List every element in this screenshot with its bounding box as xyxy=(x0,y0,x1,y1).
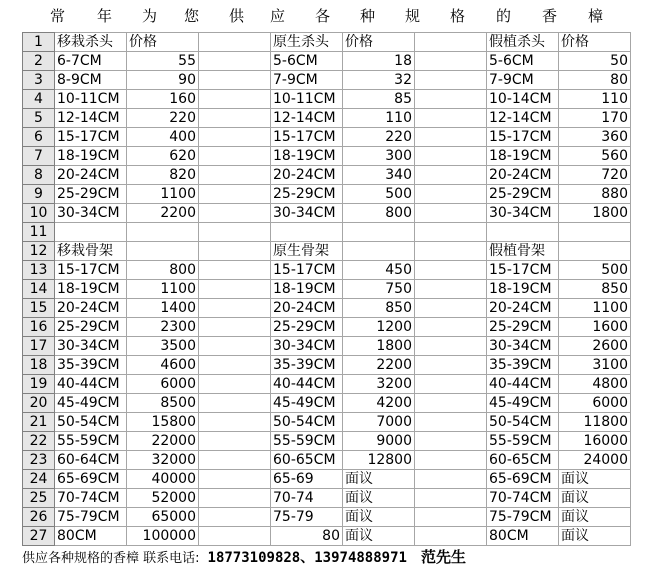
row-number[interactable]: 25 xyxy=(23,489,55,508)
table-row xyxy=(23,223,631,242)
table-cell[interactable] xyxy=(415,223,487,242)
table-cell[interactable] xyxy=(415,337,487,356)
table-cell[interactable]: 1100 xyxy=(559,299,631,318)
table-cell[interactable]: 30-34CM xyxy=(55,337,127,356)
table-cell[interactable]: 55-59CM xyxy=(55,432,127,451)
table-cell[interactable]: 500 xyxy=(343,185,415,204)
table-cell[interactable]: 面议 xyxy=(559,489,631,508)
table-cell[interactable]: 10-11CM xyxy=(55,90,127,109)
table-cell[interactable]: 110 xyxy=(559,90,631,109)
table-cell[interactable]: 面议 xyxy=(559,508,631,527)
row-number[interactable]: 23 xyxy=(23,451,55,470)
table-row xyxy=(23,109,631,128)
table-cell[interactable]: 30-34CM xyxy=(55,204,127,223)
table-cell[interactable]: 移栽杀头 xyxy=(55,33,127,52)
table-row xyxy=(23,356,631,375)
table-cell[interactable]: 30-34CM xyxy=(271,337,343,356)
table-cell[interactable] xyxy=(415,90,487,109)
row-number[interactable]: 16 xyxy=(23,318,55,337)
title-char: 您 xyxy=(184,7,200,25)
row-number[interactable]: 3 xyxy=(23,71,55,90)
table-cell[interactable]: 2200 xyxy=(343,356,415,375)
table-cell[interactable]: 220 xyxy=(127,109,199,128)
sheet-title xyxy=(0,4,654,28)
table-row xyxy=(23,52,631,71)
row-number[interactable]: 1 xyxy=(23,33,55,52)
table-cell[interactable]: 18-19CM xyxy=(271,280,343,299)
title-char: 的 xyxy=(496,7,512,25)
table-cell[interactable]: 15-17CM xyxy=(271,261,343,280)
table-row xyxy=(23,185,631,204)
row-number[interactable]: 14 xyxy=(23,280,55,299)
table-row xyxy=(23,375,631,394)
table-cell[interactable]: 20-24CM xyxy=(55,166,127,185)
table-cell[interactable] xyxy=(415,261,487,280)
table-cell[interactable] xyxy=(199,242,271,261)
table-row xyxy=(23,451,631,470)
table-cell[interactable]: 400 xyxy=(127,128,199,147)
table-cell[interactable]: 10-11CM xyxy=(271,90,343,109)
row-number[interactable]: 19 xyxy=(23,375,55,394)
table-cell[interactable] xyxy=(415,470,487,489)
table-cell[interactable]: 30-34CM xyxy=(271,204,343,223)
row-number[interactable]: 11 xyxy=(23,223,55,242)
table-row xyxy=(23,33,631,52)
row-number[interactable]: 20 xyxy=(23,394,55,413)
table-cell[interactable]: 7-9CM xyxy=(271,71,343,90)
table-cell[interactable]: 170 xyxy=(559,109,631,128)
table-cell[interactable]: 65-69CM xyxy=(487,470,559,489)
table-cell[interactable]: 32 xyxy=(343,71,415,90)
row-number[interactable]: 24 xyxy=(23,470,55,489)
row-number[interactable]: 7 xyxy=(23,147,55,166)
table-cell[interactable]: 3500 xyxy=(127,337,199,356)
contact-phones: 18773109828、13974888971 xyxy=(207,550,407,566)
table-cell[interactable]: 面议 xyxy=(343,527,415,546)
row-number[interactable]: 22 xyxy=(23,432,55,451)
table-cell[interactable] xyxy=(199,432,271,451)
title-char: 年 xyxy=(97,7,113,25)
table-cell[interactable] xyxy=(415,280,487,299)
table-cell[interactable]: 20-24CM xyxy=(271,166,343,185)
title-char: 香 xyxy=(542,7,558,25)
table-cell[interactable] xyxy=(415,299,487,318)
table-cell[interactable] xyxy=(199,204,271,223)
table-cell[interactable]: 9000 xyxy=(343,432,415,451)
table-cell[interactable] xyxy=(415,128,487,147)
table-cell[interactable] xyxy=(415,147,487,166)
table-cell[interactable]: 50-54CM xyxy=(271,413,343,432)
table-cell[interactable]: 40-44CM xyxy=(487,375,559,394)
table-cell[interactable]: 1400 xyxy=(127,299,199,318)
table-row xyxy=(23,71,631,90)
table-cell[interactable] xyxy=(415,204,487,223)
table-cell[interactable]: 20-24CM xyxy=(487,299,559,318)
table-cell[interactable] xyxy=(415,394,487,413)
table-cell[interactable]: 75-79 xyxy=(271,508,343,527)
table-cell[interactable]: 价格 xyxy=(127,33,199,52)
table-row xyxy=(23,527,631,546)
table-cell[interactable] xyxy=(199,147,271,166)
row-number[interactable]: 6 xyxy=(23,128,55,147)
table-cell[interactable]: 60-65CM xyxy=(271,451,343,470)
table-cell[interactable]: 7000 xyxy=(343,413,415,432)
table-cell[interactable] xyxy=(199,394,271,413)
table-row xyxy=(23,90,631,109)
table-row xyxy=(23,204,631,223)
table-cell[interactable]: 80 xyxy=(559,71,631,90)
table-cell[interactable]: 25-29CM xyxy=(271,318,343,337)
table-cell[interactable] xyxy=(199,337,271,356)
table-cell[interactable]: 15-17CM xyxy=(487,261,559,280)
table-cell[interactable] xyxy=(415,166,487,185)
table-cell[interactable]: 价格 xyxy=(343,33,415,52)
table-cell[interactable]: 4600 xyxy=(127,356,199,375)
table-cell[interactable]: 2300 xyxy=(127,318,199,337)
table-cell[interactable]: 70-74CM xyxy=(55,489,127,508)
title-char: 为 xyxy=(142,7,158,25)
table-cell[interactable]: 价格 xyxy=(559,33,631,52)
title-char: 供 xyxy=(229,7,245,25)
row-number[interactable]: 26 xyxy=(23,508,55,527)
table-cell[interactable]: 25-29CM xyxy=(487,185,559,204)
table-cell[interactable]: 6000 xyxy=(127,375,199,394)
row-number[interactable]: 4 xyxy=(23,90,55,109)
table-cell[interactable] xyxy=(127,223,199,242)
table-row xyxy=(23,280,631,299)
table-cell[interactable] xyxy=(199,451,271,470)
table-cell[interactable]: 3100 xyxy=(559,356,631,375)
title-char: 格 xyxy=(450,7,466,25)
table-cell[interactable]: 55-59CM xyxy=(487,432,559,451)
row-number[interactable]: 27 xyxy=(23,527,55,546)
table-cell[interactable] xyxy=(199,527,271,546)
contact-name: 范先生 xyxy=(420,548,466,566)
table-cell[interactable]: 45-49CM xyxy=(271,394,343,413)
table-cell[interactable] xyxy=(199,109,271,128)
table-cell[interactable] xyxy=(199,508,271,527)
table-cell[interactable] xyxy=(199,318,271,337)
table-cell[interactable]: 18-19CM xyxy=(271,147,343,166)
table-cell[interactable]: 110 xyxy=(343,109,415,128)
table-cell[interactable] xyxy=(415,185,487,204)
table-cell[interactable] xyxy=(415,527,487,546)
table-cell[interactable]: 假植杀头 xyxy=(487,33,559,52)
table-cell[interactable]: 移栽骨架 xyxy=(55,242,127,261)
table-cell[interactable]: 300 xyxy=(343,147,415,166)
table-cell[interactable]: 1800 xyxy=(559,204,631,223)
table-cell[interactable] xyxy=(271,223,343,242)
table-cell[interactable] xyxy=(559,223,631,242)
table-row xyxy=(23,489,631,508)
table-cell[interactable] xyxy=(415,52,487,71)
table-cell[interactable] xyxy=(415,109,487,128)
table-row xyxy=(23,261,631,280)
table-cell[interactable] xyxy=(199,71,271,90)
table-cell[interactable]: 5-6CM xyxy=(271,52,343,71)
table-cell[interactable]: 100000 xyxy=(127,527,199,546)
table-cell[interactable]: 3200 xyxy=(343,375,415,394)
contact-label: 供应各种规格的香樟 联系电话: xyxy=(22,551,200,566)
table-cell[interactable]: 15-17CM xyxy=(487,128,559,147)
table-cell[interactable]: 55 xyxy=(127,52,199,71)
table-cell[interactable]: 30-34CM xyxy=(487,337,559,356)
table-cell[interactable]: 32000 xyxy=(127,451,199,470)
table-cell[interactable]: 20-24CM xyxy=(55,299,127,318)
table-cell[interactable]: 880 xyxy=(559,185,631,204)
table-cell[interactable]: 800 xyxy=(127,261,199,280)
table-cell[interactable]: 80CM xyxy=(55,527,127,546)
table-cell[interactable] xyxy=(415,489,487,508)
table-cell[interactable]: 75-79CM xyxy=(487,508,559,527)
table-cell[interactable] xyxy=(199,413,271,432)
table-cell[interactable]: 80CM xyxy=(487,527,559,546)
table-cell[interactable]: 5-6CM xyxy=(487,52,559,71)
table-row xyxy=(23,394,631,413)
table-row xyxy=(23,318,631,337)
table-cell[interactable]: 4200 xyxy=(343,394,415,413)
table-cell[interactable] xyxy=(415,318,487,337)
table-row xyxy=(23,242,631,261)
table-cell[interactable]: 1100 xyxy=(127,185,199,204)
table-cell[interactable] xyxy=(199,185,271,204)
table-cell[interactable]: 10-14CM xyxy=(487,90,559,109)
row-number[interactable]: 15 xyxy=(23,299,55,318)
title-char: 应 xyxy=(270,7,286,25)
table-cell[interactable] xyxy=(199,166,271,185)
table-cell[interactable]: 16000 xyxy=(559,432,631,451)
table-cell[interactable]: 1800 xyxy=(343,337,415,356)
table-row xyxy=(23,508,631,527)
table-cell[interactable]: 15-17CM xyxy=(55,128,127,147)
table-cell[interactable]: 40000 xyxy=(127,470,199,489)
table-cell[interactable]: 25-29CM xyxy=(487,318,559,337)
table-cell[interactable]: 50-54CM xyxy=(55,413,127,432)
table-cell[interactable]: 500 xyxy=(559,261,631,280)
table-cell[interactable]: 340 xyxy=(343,166,415,185)
table-cell[interactable]: 60-64CM xyxy=(55,451,127,470)
table-cell[interactable]: 原生杀头 xyxy=(271,33,343,52)
table-cell[interactable]: 60-65CM xyxy=(487,451,559,470)
title-char: 各 xyxy=(315,7,331,25)
table-row xyxy=(23,413,631,432)
table-cell[interactable]: 220 xyxy=(343,128,415,147)
table-cell[interactable] xyxy=(199,261,271,280)
table-row xyxy=(23,166,631,185)
table-cell[interactable]: 2600 xyxy=(559,337,631,356)
table-cell[interactable]: 35-39CM xyxy=(55,356,127,375)
table-cell[interactable]: 1100 xyxy=(127,280,199,299)
price-table xyxy=(22,32,631,546)
table-cell[interactable]: 24000 xyxy=(559,451,631,470)
table-cell[interactable]: 45-49CM xyxy=(55,394,127,413)
table-cell[interactable]: 12-14CM xyxy=(55,109,127,128)
table-cell[interactable]: 65000 xyxy=(127,508,199,527)
table-cell[interactable]: 12-14CM xyxy=(271,109,343,128)
table-cell[interactable]: 6-7CM xyxy=(55,52,127,71)
table-cell[interactable] xyxy=(559,242,631,261)
table-cell[interactable] xyxy=(487,223,559,242)
title-char: 种 xyxy=(360,7,376,25)
table-cell[interactable] xyxy=(343,242,415,261)
table-cell[interactable]: 18 xyxy=(343,52,415,71)
row-number[interactable]: 8 xyxy=(23,166,55,185)
table-cell[interactable]: 1200 xyxy=(343,318,415,337)
contact-footer xyxy=(22,546,466,568)
table-cell[interactable]: 850 xyxy=(559,280,631,299)
table-cell[interactable]: 面议 xyxy=(559,527,631,546)
table-row xyxy=(23,147,631,166)
table-cell[interactable] xyxy=(199,280,271,299)
table-cell[interactable] xyxy=(199,52,271,71)
table-row xyxy=(23,470,631,489)
table-cell[interactable]: 2200 xyxy=(127,204,199,223)
table-cell[interactable]: 11800 xyxy=(559,413,631,432)
table-cell[interactable]: 20-24CM xyxy=(487,166,559,185)
table-cell[interactable]: 40-44CM xyxy=(271,375,343,394)
table-cell[interactable] xyxy=(415,508,487,527)
table-cell[interactable]: 55-59CM xyxy=(271,432,343,451)
row-number[interactable]: 17 xyxy=(23,337,55,356)
table-cell[interactable]: 18-19CM xyxy=(487,147,559,166)
table-cell[interactable]: 18-19CM xyxy=(487,280,559,299)
table-cell[interactable]: 原生骨架 xyxy=(271,242,343,261)
table-cell[interactable] xyxy=(415,451,487,470)
table-cell[interactable] xyxy=(415,356,487,375)
table-cell[interactable] xyxy=(199,33,271,52)
table-cell[interactable]: 面议 xyxy=(343,470,415,489)
row-number[interactable]: 12 xyxy=(23,242,55,261)
table-cell[interactable]: 50 xyxy=(559,52,631,71)
table-cell[interactable] xyxy=(199,470,271,489)
table-cell[interactable]: 80 xyxy=(271,527,343,546)
table-cell[interactable]: 25-29CM xyxy=(271,185,343,204)
table-cell[interactable]: 30-34CM xyxy=(487,204,559,223)
table-cell[interactable] xyxy=(199,299,271,318)
table-cell[interactable]: 18-19CM xyxy=(55,147,127,166)
table-cell[interactable]: 8-9CM xyxy=(55,71,127,90)
table-cell[interactable]: 35-39CM xyxy=(487,356,559,375)
table-cell[interactable] xyxy=(199,128,271,147)
table-cell[interactable]: 75-79CM xyxy=(55,508,127,527)
table-cell[interactable]: 450 xyxy=(343,261,415,280)
table-row xyxy=(23,299,631,318)
row-number[interactable]: 18 xyxy=(23,356,55,375)
table-cell[interactable]: 160 xyxy=(127,90,199,109)
table-cell[interactable]: 560 xyxy=(559,147,631,166)
table-cell[interactable]: 12800 xyxy=(343,451,415,470)
table-cell[interactable]: 85 xyxy=(343,90,415,109)
table-cell[interactable]: 7-9CM xyxy=(487,71,559,90)
table-cell[interactable]: 800 xyxy=(343,204,415,223)
row-number[interactable]: 10 xyxy=(23,204,55,223)
table-cell[interactable]: 70-74 xyxy=(271,489,343,508)
table-cell[interactable]: 1600 xyxy=(559,318,631,337)
row-number[interactable]: 21 xyxy=(23,413,55,432)
table-cell[interactable] xyxy=(199,223,271,242)
table-cell[interactable]: 6000 xyxy=(559,394,631,413)
table-cell[interactable]: 45-49CM xyxy=(487,394,559,413)
table-row xyxy=(23,337,631,356)
table-row xyxy=(23,432,631,451)
table-cell[interactable] xyxy=(55,223,127,242)
row-number[interactable]: 5 xyxy=(23,109,55,128)
table-cell[interactable] xyxy=(199,356,271,375)
table-cell[interactable] xyxy=(415,413,487,432)
table-cell[interactable]: 20-24CM xyxy=(271,299,343,318)
table-cell[interactable]: 面议 xyxy=(343,508,415,527)
table-cell[interactable]: 12-14CM xyxy=(487,109,559,128)
table-cell[interactable]: 720 xyxy=(559,166,631,185)
table-cell[interactable]: 750 xyxy=(343,280,415,299)
table-cell[interactable]: 70-74CM xyxy=(487,489,559,508)
table-cell[interactable] xyxy=(415,375,487,394)
table-cell[interactable] xyxy=(199,375,271,394)
table-cell[interactable]: 15-17CM xyxy=(55,261,127,280)
table-row xyxy=(23,128,631,147)
table-cell[interactable] xyxy=(199,489,271,508)
table-cell[interactable] xyxy=(415,71,487,90)
table-cell[interactable]: 假植骨架 xyxy=(487,242,559,261)
table-cell[interactable] xyxy=(415,33,487,52)
table-cell[interactable]: 面议 xyxy=(559,470,631,489)
table-cell[interactable]: 65-69CM xyxy=(55,470,127,489)
table-cell[interactable]: 50-54CM xyxy=(487,413,559,432)
table-cell[interactable]: 22000 xyxy=(127,432,199,451)
table-cell[interactable]: 90 xyxy=(127,71,199,90)
table-cell[interactable]: 18-19CM xyxy=(55,280,127,299)
table-cell[interactable]: 620 xyxy=(127,147,199,166)
table-cell[interactable]: 35-39CM xyxy=(271,356,343,375)
table-cell[interactable]: 850 xyxy=(343,299,415,318)
title-char: 常 xyxy=(50,7,66,25)
table-cell[interactable]: 820 xyxy=(127,166,199,185)
table-cell[interactable] xyxy=(343,223,415,242)
title-char: 规 xyxy=(405,7,421,25)
row-number[interactable]: 2 xyxy=(23,52,55,71)
table-cell[interactable]: 15800 xyxy=(127,413,199,432)
table-cell[interactable]: 65-69 xyxy=(271,470,343,489)
table-cell[interactable] xyxy=(415,432,487,451)
table-cell[interactable]: 8500 xyxy=(127,394,199,413)
table-cell[interactable]: 40-44CM xyxy=(55,375,127,394)
row-number[interactable]: 9 xyxy=(23,185,55,204)
table-cell[interactable] xyxy=(415,242,487,261)
table-cell[interactable]: 360 xyxy=(559,128,631,147)
table-cell[interactable] xyxy=(199,90,271,109)
table-cell[interactable]: 52000 xyxy=(127,489,199,508)
table-cell[interactable]: 25-29CM xyxy=(55,185,127,204)
table-cell[interactable]: 15-17CM xyxy=(271,128,343,147)
table-cell[interactable] xyxy=(127,242,199,261)
table-cell[interactable]: 面议 xyxy=(343,489,415,508)
title-char: 樟 xyxy=(588,7,604,25)
table-cell[interactable]: 4800 xyxy=(559,375,631,394)
table-cell[interactable]: 25-29CM xyxy=(55,318,127,337)
row-number[interactable]: 13 xyxy=(23,261,55,280)
